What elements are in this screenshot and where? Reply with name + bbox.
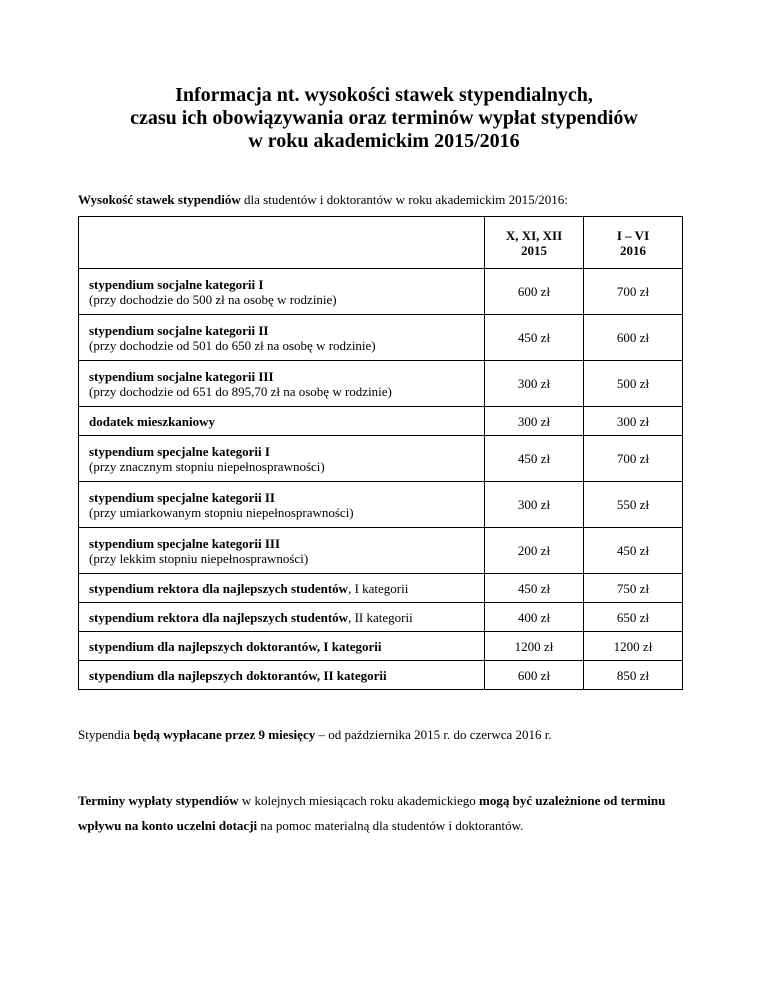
value-2016: 300 zł [584, 407, 683, 436]
value-2016: 500 zł [584, 361, 683, 407]
row-note: (przy znacznym stopniu niepełnosprawności) [89, 458, 325, 474]
table-row [79, 603, 683, 632]
row-name: stypendium rektora dla najlepszych studentów [89, 609, 349, 625]
header-period-2015-months: X, XI, XII [505, 227, 563, 243]
value-2015: 450 zł [485, 436, 584, 482]
row-label [79, 269, 485, 315]
header-period-2016 [584, 217, 683, 269]
payment-pre: Stypendia [78, 727, 134, 742]
row-label [79, 661, 485, 690]
table-row [79, 632, 683, 661]
value-2016: 700 zł [584, 436, 683, 482]
table-row [79, 436, 683, 482]
value-2016: 600 zł [584, 315, 683, 361]
intro-rest: dla studentów i doktorantów w roku akademickim 2015/2016: [240, 192, 568, 207]
terms-mid: w kolejnych miesiącach roku akademickiego [238, 793, 480, 808]
payment-bold: będą wypłacane przez 9 miesięcy [133, 727, 316, 742]
value-2016: 1200 zł [584, 632, 683, 661]
value-2016: 650 zł [584, 603, 683, 632]
row-note: (przy dochodzie do 500 zł na osobę w rodzinie) [89, 291, 337, 307]
row-note: (przy lekkim stopniu niepełnosprawności) [89, 550, 309, 566]
value-2015: 400 zł [485, 603, 584, 632]
title-line-3: w roku akademickim 2015/2016 [248, 130, 520, 152]
row-label [79, 315, 485, 361]
row-name: stypendium dla najlepszych doktorantów, II kategorii [89, 667, 387, 683]
document-title [0, 84, 768, 153]
row-note: (przy dochodzie od 651 do 895,70 zł na osobę w rodzinie) [89, 383, 392, 399]
row-label [79, 407, 485, 436]
row-label [79, 482, 485, 528]
row-label [79, 632, 485, 661]
row-label [79, 436, 485, 482]
intro-text [78, 192, 568, 208]
intro-bold: Wysokość stawek stypendiów [78, 192, 241, 207]
row-note: (przy dochodzie od 501 do 650 zł na osobę w rodzinie) [89, 337, 376, 353]
table-row [79, 528, 683, 574]
row-suffix: , I kategorii [348, 580, 409, 596]
value-2015: 200 zł [485, 528, 584, 574]
value-2015: 450 zł [485, 574, 584, 603]
row-name: stypendium dla najlepszych doktorantów, I kategorii [89, 638, 382, 654]
row-label [79, 528, 485, 574]
table-row [79, 361, 683, 407]
header-empty-cell [79, 217, 485, 269]
value-2015: 1200 zł [485, 632, 584, 661]
value-2015: 300 zł [485, 482, 584, 528]
value-2015: 300 zł [485, 407, 584, 436]
row-name: stypendium specjalne kategorii III [89, 535, 281, 551]
table-row [79, 482, 683, 528]
value-2016: 700 zł [584, 269, 683, 315]
title-line-1: Informacja nt. wysokości stawek stypendialnych, [175, 84, 593, 106]
header-period-2015 [485, 217, 584, 269]
table-row [79, 315, 683, 361]
row-suffix: , II kategorii [348, 609, 413, 625]
row-label [79, 361, 485, 407]
terms-end: na pomoc materialną dla studentów i doktorantów. [257, 818, 524, 833]
value-2016: 450 zł [584, 528, 683, 574]
row-name: stypendium socjalne kategorii II [89, 322, 269, 338]
row-name: stypendium socjalne kategorii III [89, 368, 274, 384]
row-name: stypendium specjalne kategorii II [89, 489, 275, 505]
table-header-row [79, 217, 683, 269]
table-row [79, 407, 683, 436]
table-row [79, 574, 683, 603]
value-2015: 300 zł [485, 361, 584, 407]
row-note: (przy umiarkowanym stopniu niepełnosprawności) [89, 504, 354, 520]
value-2015: 600 zł [485, 269, 584, 315]
payment-terms-note [78, 788, 690, 838]
table-row [79, 269, 683, 315]
value-2016: 750 zł [584, 574, 683, 603]
scholarship-rates-table [78, 216, 683, 690]
value-2015: 600 zł [485, 661, 584, 690]
row-name: dodatek mieszkaniowy [89, 413, 216, 429]
terms-bold-2: mogą być uzależnione od terminu wpływu na konto uczelni dotacji [78, 793, 666, 833]
header-period-2015-year: 2015 [521, 242, 547, 258]
value-2016: 550 zł [584, 482, 683, 528]
row-name: stypendium specjalne kategorii I [89, 443, 270, 459]
value-2016: 850 zł [584, 661, 683, 690]
header-period-2016-year: 2016 [620, 242, 646, 258]
table-row [79, 661, 683, 690]
header-period-2016-months: I – VI [616, 227, 650, 243]
row-name: stypendium socjalne kategorii I [89, 276, 264, 292]
row-name: stypendium rektora dla najlepszych studentów [89, 580, 349, 596]
title-line-2: czasu ich obowiązywania oraz terminów wypłat stypendiów [130, 107, 638, 129]
payment-period-note [78, 727, 552, 743]
terms-bold-1: Terminy wypłaty stypendiów [78, 793, 239, 808]
value-2015: 450 zł [485, 315, 584, 361]
row-label [79, 603, 485, 632]
payment-post: – od października 2015 r. do czerwca 2016 r. [315, 727, 552, 742]
row-label [79, 574, 485, 603]
